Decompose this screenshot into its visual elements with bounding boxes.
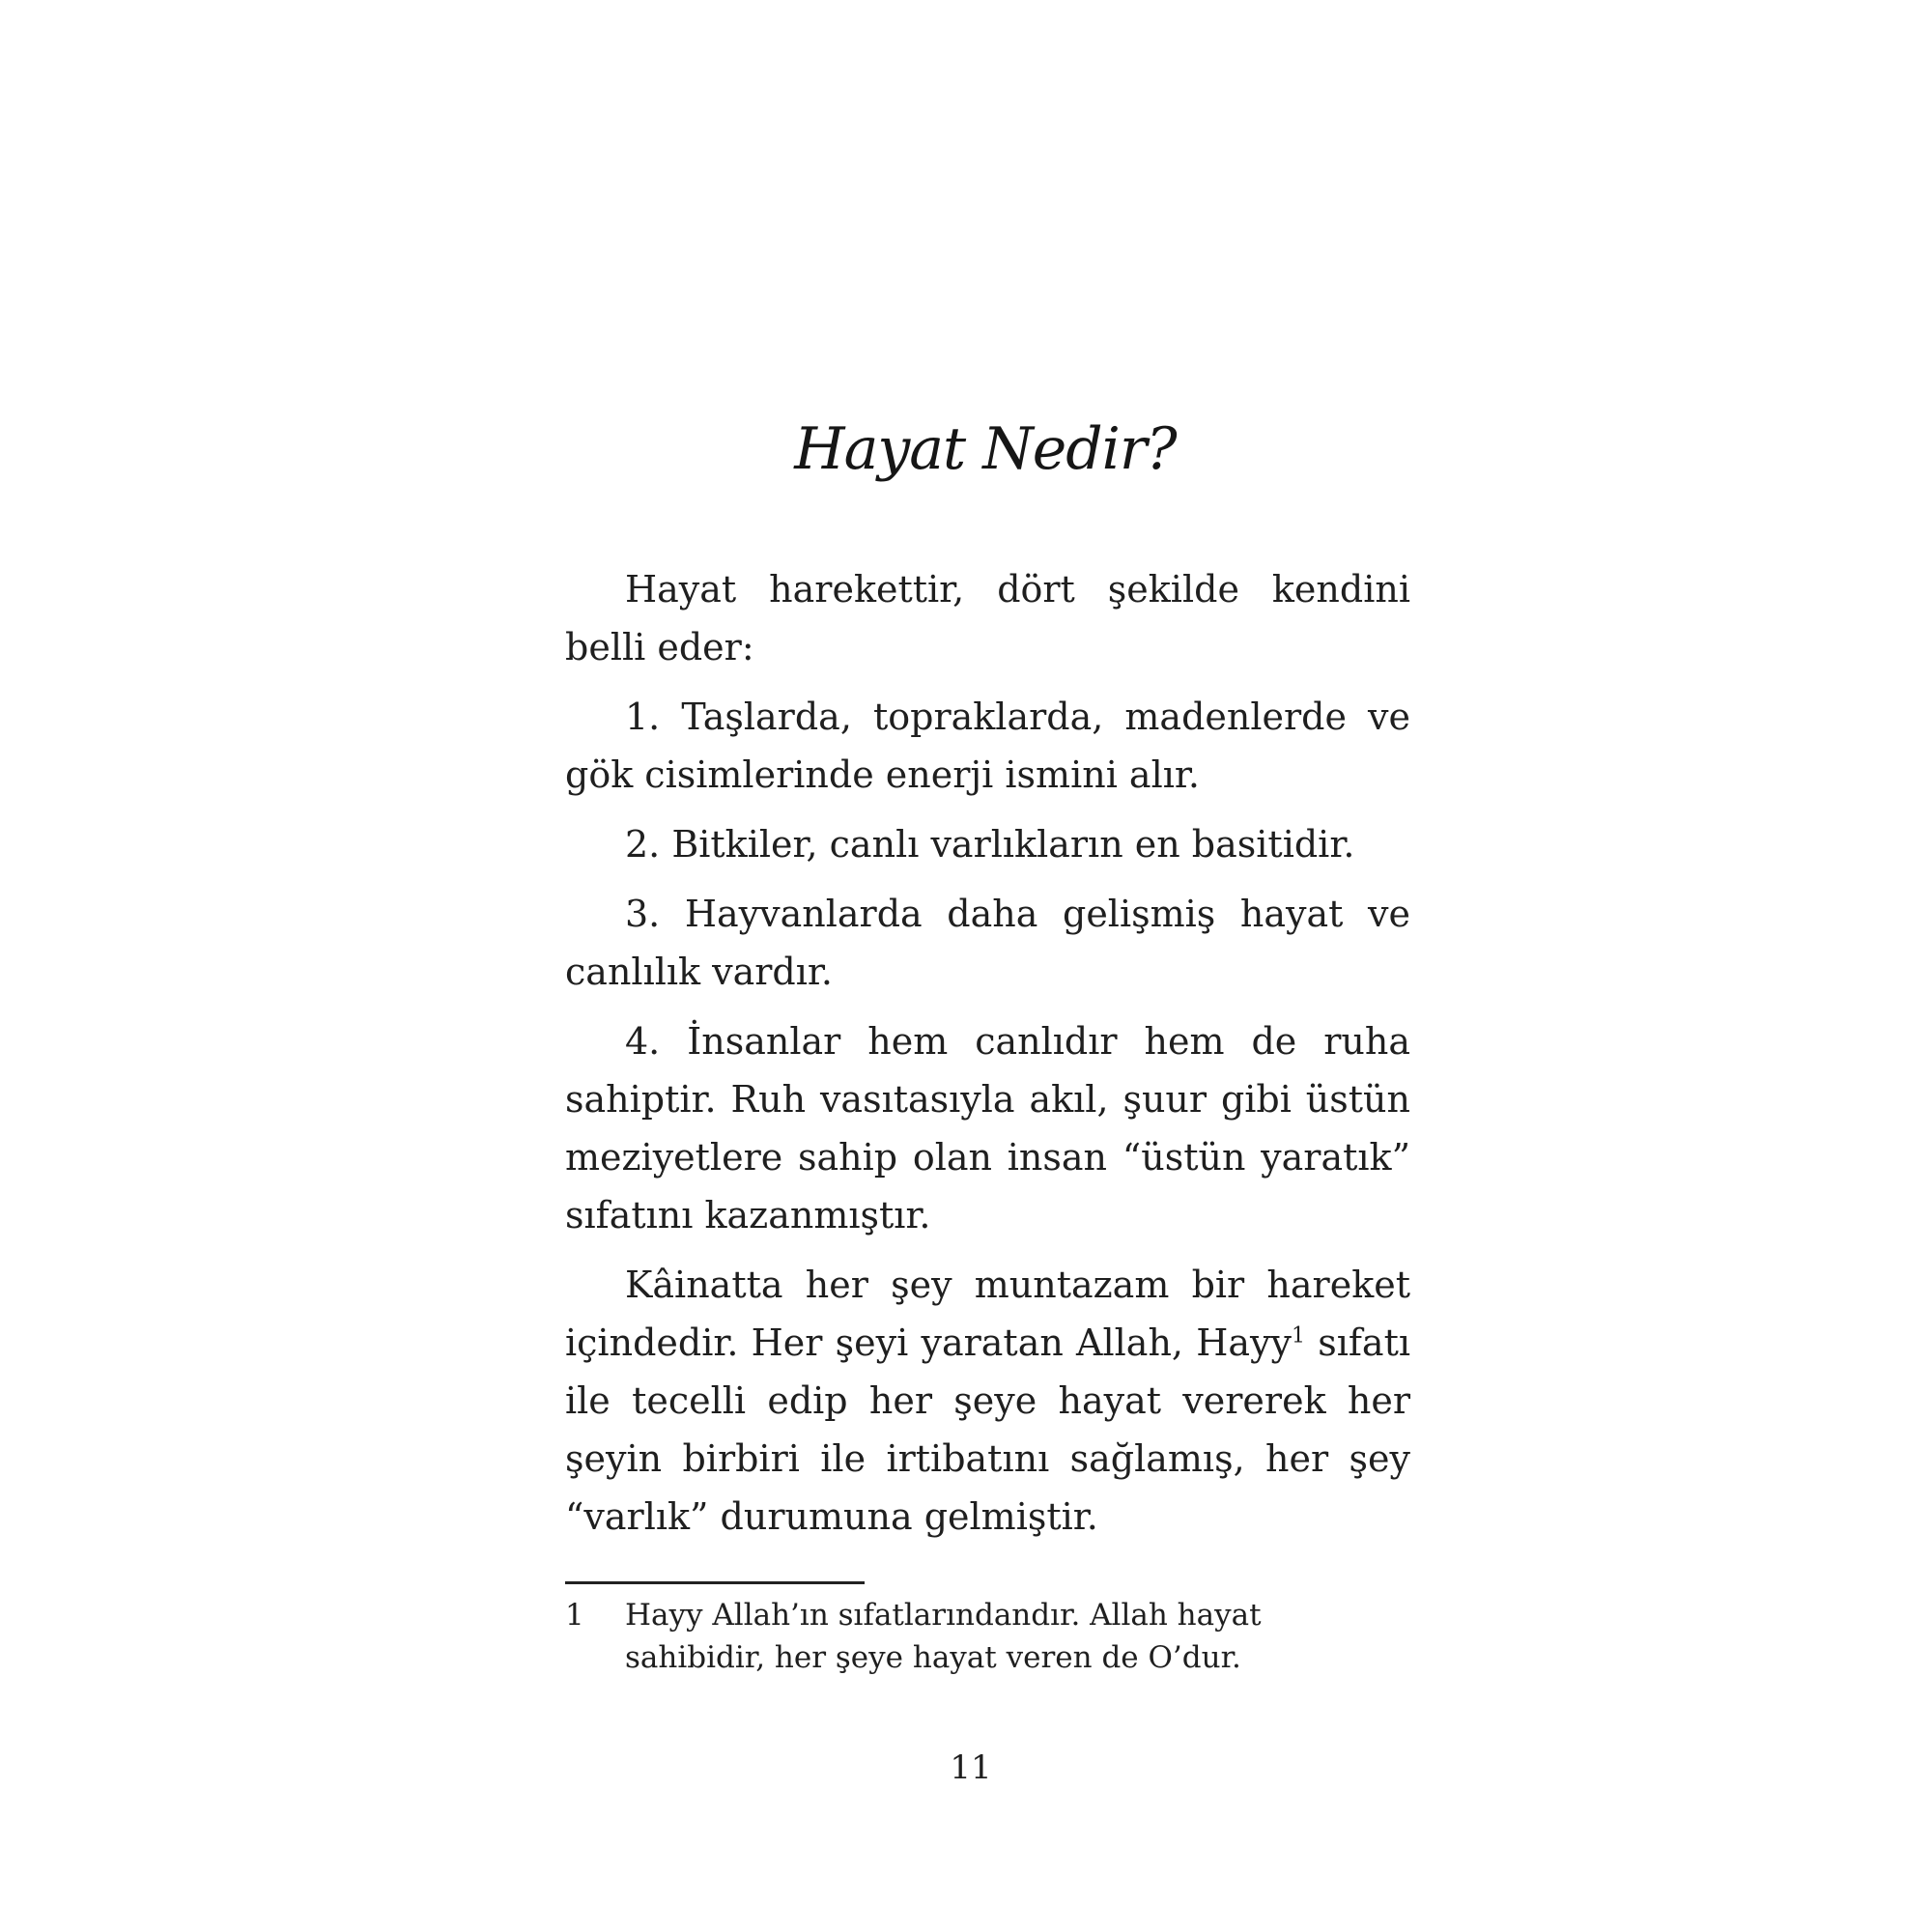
paragraph-item-3: 3. Hayvanlarda daha gelişmiş hayat ve canlılık vardır. [565,893,1410,993]
chapter-title: Hayat Nedir? [794,415,1177,483]
paragraph-intro: Hayat harekettir, dört şekilde kendini belli eder: [565,568,1410,668]
footnote-reference: 1 [1291,1323,1305,1349]
paragraph-closing [565,1256,1410,1546]
page-number: 11 [950,1748,992,1787]
footnote-divider [565,1581,865,1584]
paragraph-closing-start: Kâinatta her şey muntazam bir hareket içindedir. Her şeyi yaratan Allah, Hayy [565,1264,1410,1364]
footnote [565,1594,1410,1679]
paragraph-closing-end: sıfatı ile tecelli edip her şeye hayat vererek her şeyin birbiri ile irtibatını sağlamış, her şey “varlık” durumuna gelmiştir. [565,1321,1410,1538]
body-text [565,560,1410,1557]
paragraph-item-4: 4. İnsanlar hem canlıdır hem de ruha sahiptir. Ruh vasıtasıyla akıl, şuur gibi üstün meziyetlere sahip olan insan “üstün yaratık” sıfatını kazanmıştır. [565,1020,1410,1236]
paragraph-item-1: 1. Taşlarda, topraklarda, madenlerde ve gök cisimlerinde enerji ismini alır. [565,696,1410,796]
footnote-number: 1 [565,1598,584,1633]
paragraph-item-2: 2. Bitkiler, canlı varlıkların en basitidir. [625,823,1355,866]
footnote-text: Hayy Allah’ın sıfatlarındandır. Allah hayat sahibidir, her şeye hayat veren de O’dur. [625,1598,1262,1675]
